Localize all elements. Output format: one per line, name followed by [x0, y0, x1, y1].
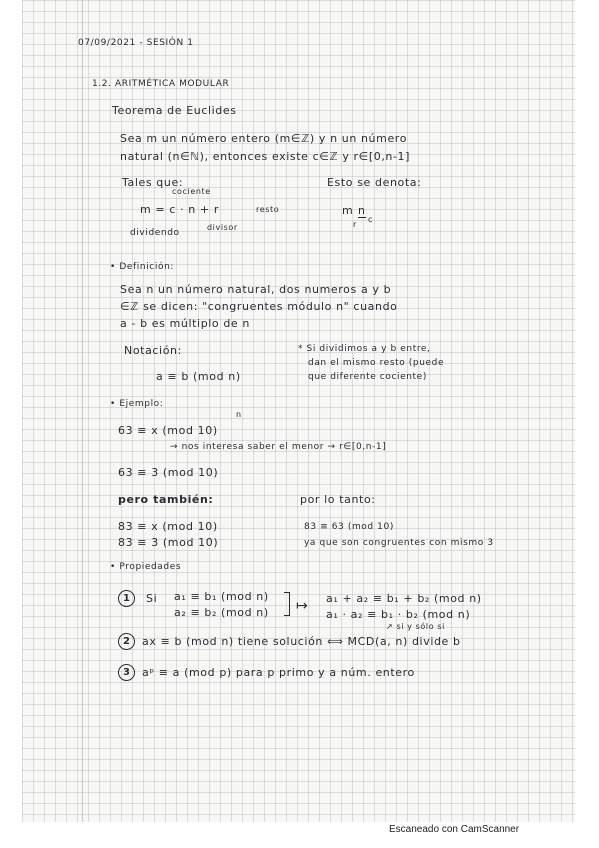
- example-heading: • Ejemplo:: [110, 399, 164, 409]
- notation-label: Notación:: [124, 344, 182, 357]
- definition-line-1: Sea n un número natural, dos numeros a y b: [120, 283, 392, 296]
- euclid-formula: m = c · n + r: [140, 203, 219, 216]
- dividendo-label: dividendo: [130, 228, 180, 238]
- property-1-result-2: a₁ · a₂ ≡ b₁ · b₂ (mod n): [326, 608, 471, 621]
- property-1-hyp-2: a₂ ≡ b₂ (mod n): [174, 606, 269, 619]
- property-1-number: 1: [118, 590, 135, 607]
- example-comment: → nos interesa saber el menor → r∈[0,n-1]: [170, 442, 387, 452]
- property-1-si: Si: [146, 592, 158, 605]
- date-heading: 07/09/2021 - SESIÓN 1: [78, 38, 194, 48]
- properties-heading: • Propiedades: [110, 562, 182, 572]
- note-line-3: que diferente cociente): [308, 372, 427, 382]
- example-line-2: 63 ≡ 3 (mod 10): [118, 466, 219, 479]
- cociente-label: cociente: [172, 187, 211, 196]
- theorem-line-2: natural (n∈ℕ), entonces existe c∈ℤ y r∈[0,n-1]: [120, 150, 411, 163]
- property-1-hyp-1: a₁ ≡ b₁ (mod n): [174, 590, 269, 603]
- property-1-arrow: ↦: [296, 598, 309, 614]
- denota-m: m: [342, 204, 354, 217]
- example-line-4: 83 ≡ 3 (mod 10): [118, 536, 219, 549]
- note-line-1: * Si dividimos a y b entre,: [298, 344, 431, 354]
- property-2-text: ax ≡ b (mod n) tiene solución ⟺ MCD(a, n) divide b: [142, 635, 461, 648]
- definition-line-3: a - b es múltiplo de n: [120, 317, 250, 330]
- section-title: 1.2. ARITMÉTICA MODULAR: [92, 79, 230, 89]
- definition-heading: • Definición:: [110, 262, 175, 272]
- theorem-line-1: Sea m un número entero (m∈ℤ) y n un número: [120, 132, 408, 145]
- property-3-number: 3: [118, 664, 135, 681]
- example-line-3: 83 ≡ x (mod 10): [118, 520, 218, 533]
- tales-que: Tales que:: [122, 176, 184, 189]
- example-result-1: 83 ≡ 63 (mod 10): [304, 522, 394, 532]
- denota-n: n: [358, 204, 366, 217]
- por-lo-tanto: por lo tanto:: [300, 493, 376, 506]
- notation-formula: a ≡ b (mod n): [156, 370, 241, 383]
- property-2-number: 2: [118, 633, 135, 650]
- theorem-title: Teorema de Euclides: [112, 104, 237, 117]
- property-1-note: ↗ si y sólo si: [386, 622, 445, 631]
- divisor-label: divisor: [207, 223, 238, 232]
- property-1-bracket: [284, 592, 290, 616]
- resto-label: resto: [256, 205, 280, 214]
- denota-c: c: [368, 215, 373, 224]
- notebook-page: [22, 0, 575, 822]
- example-line-1: 63 ≡ x (mod 10): [118, 424, 218, 437]
- property-1-result-1: a₁ + a₂ ≡ b₁ + b₂ (mod n): [326, 592, 482, 605]
- denota-r: r: [353, 220, 357, 229]
- example-result-2: ya que son congruentes con mismo 3: [304, 538, 494, 548]
- property-3-text: aᵖ ≡ a (mod p) para p primo y a núm. entero: [142, 666, 415, 679]
- scanner-footer: Escaneado con CamScanner: [389, 824, 520, 835]
- pero-tambien: pero también:: [118, 493, 214, 506]
- note-line-2: dan el mismo resto (puede: [308, 358, 445, 368]
- definition-line-2: ∈ℤ se dicen: "congruentes módulo n" cuando: [120, 300, 398, 313]
- denota-label: Esto se denota:: [327, 176, 422, 189]
- n-mark: n: [236, 410, 242, 419]
- margin-line: [82, 0, 83, 822]
